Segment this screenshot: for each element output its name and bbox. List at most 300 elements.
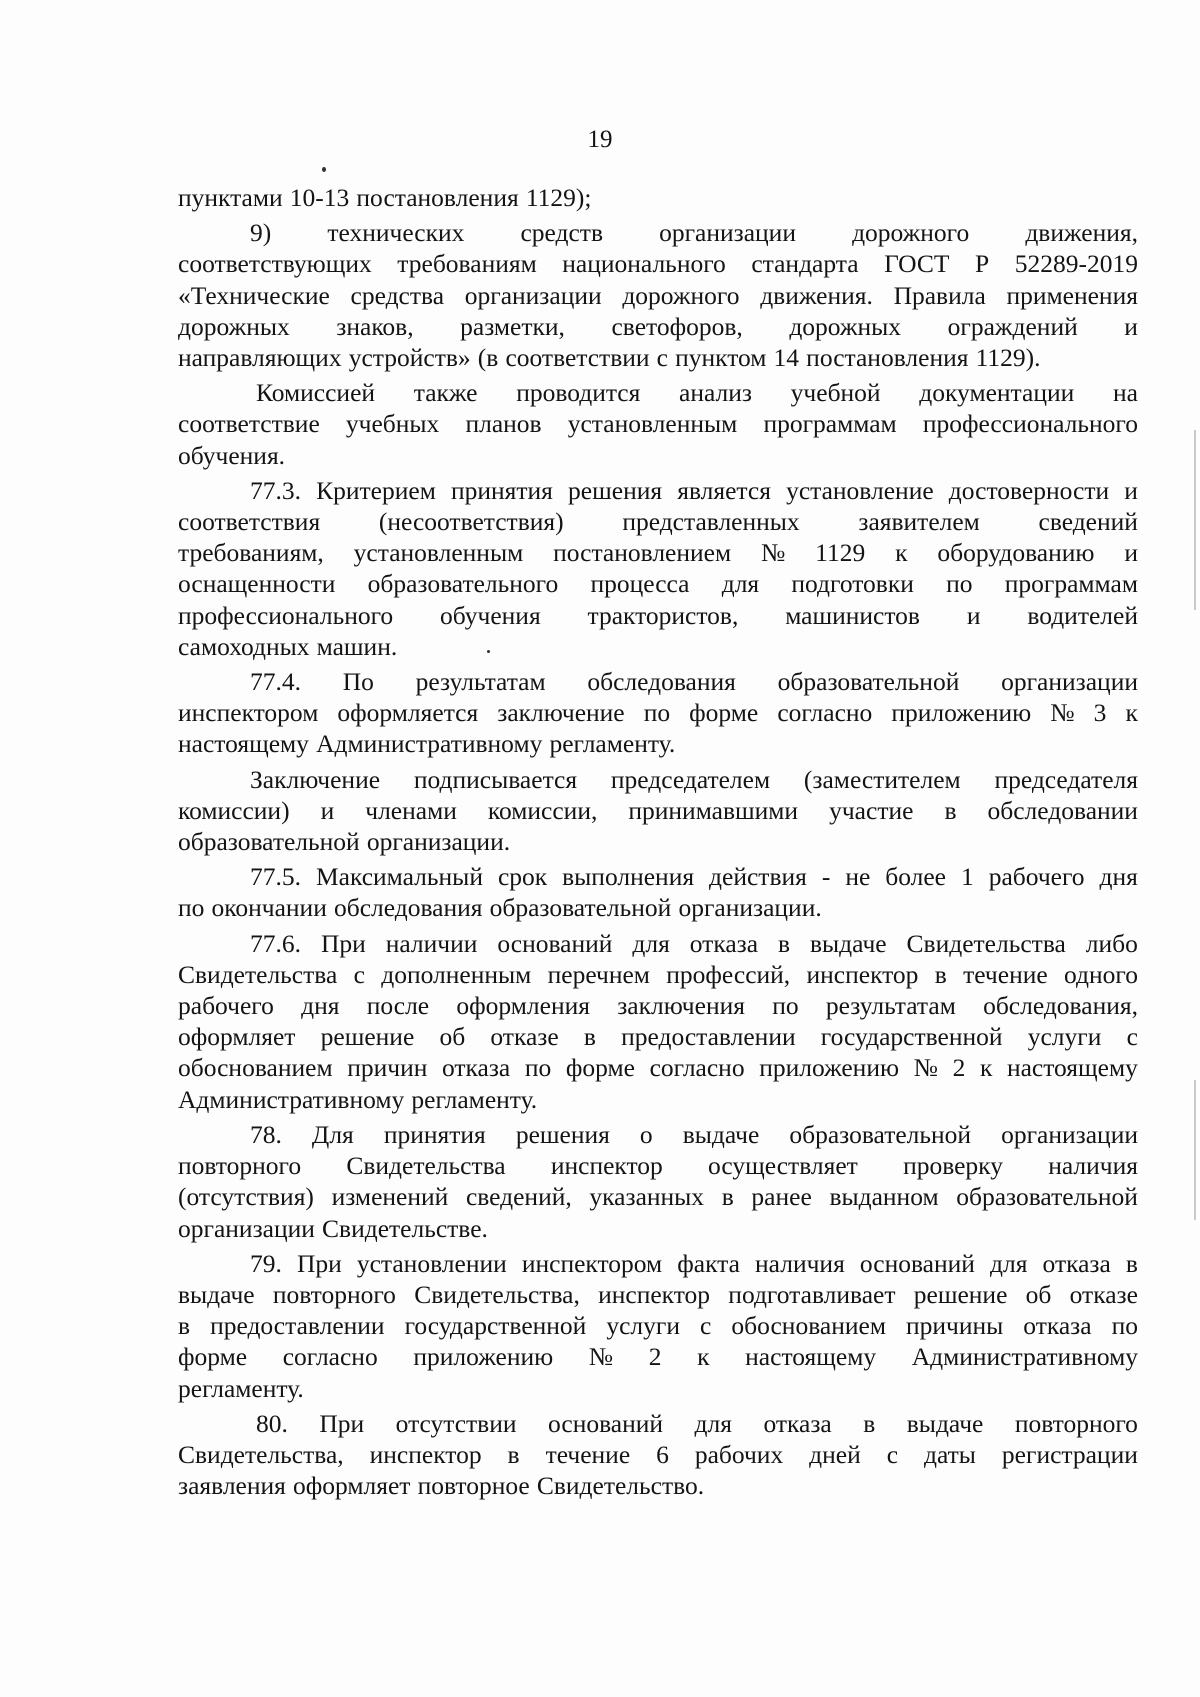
word: 6: [656, 1439, 669, 1469]
word: об: [1025, 1279, 1052, 1309]
text-line: [178, 697, 1138, 728]
word: образовательной: [489, 893, 672, 923]
word: регламенту.: [178, 1373, 304, 1403]
word: 1129).: [975, 343, 1041, 373]
word: Р: [975, 249, 990, 279]
text-line: [178, 182, 1138, 213]
word: в: [507, 1439, 520, 1469]
word: программам: [763, 409, 897, 439]
word: 9): [250, 218, 272, 248]
word: оформляется: [337, 698, 479, 728]
word: председателем: [610, 764, 771, 794]
word: 78.: [250, 1119, 282, 1149]
word: повторного: [1014, 1408, 1138, 1438]
word: настоящему: [745, 1342, 877, 1372]
word: представленных: [622, 507, 800, 537]
word: образовательного: [367, 569, 559, 599]
word: изменений: [331, 1182, 449, 1212]
word: трактористов,: [587, 600, 739, 630]
word: программам: [1004, 569, 1138, 599]
word: учебных: [345, 409, 440, 439]
word: и: [320, 795, 335, 825]
text-line: [178, 1052, 1138, 1083]
word: 77.4.: [250, 667, 301, 697]
word: 80.: [256, 1408, 288, 1438]
word: форме: [565, 1053, 635, 1083]
word: 2: [648, 1342, 662, 1372]
word: отказа: [441, 1053, 511, 1083]
text-line: [178, 861, 1138, 892]
word: устройств»: [348, 343, 471, 373]
word: выдаче: [906, 1408, 984, 1438]
word: оформляет: [293, 1471, 411, 1501]
word: либо: [1085, 928, 1138, 958]
word: в: [863, 1408, 876, 1438]
word: средств: [520, 218, 603, 248]
word: «Технические: [178, 280, 330, 310]
word: регистрации: [1001, 1439, 1138, 1469]
word: Свидетельства,: [178, 1439, 344, 1469]
word: дня: [301, 991, 340, 1021]
word: выполнения: [562, 862, 695, 892]
word: оформления: [456, 991, 590, 1021]
word: оборудованию: [937, 538, 1095, 568]
word: образовательной: [789, 1119, 972, 1149]
word: обоснованием: [731, 1311, 886, 1341]
word: государственной: [820, 1022, 1003, 1052]
word: повторное: [417, 1471, 530, 1501]
word: к: [895, 538, 908, 568]
word: дней: [809, 1439, 861, 1469]
text-line: [178, 408, 1138, 439]
word: Административному: [178, 1084, 405, 1114]
word: с: [656, 343, 668, 373]
word: по: [643, 698, 671, 728]
word: по: [524, 1053, 552, 1083]
word: действия: [709, 862, 807, 892]
word: повторного: [272, 1279, 396, 1309]
text-line: [178, 959, 1138, 990]
word: принятия: [450, 475, 553, 505]
word: к: [1125, 698, 1138, 728]
word: установлении: [356, 1248, 507, 1278]
word: подписывается: [413, 764, 578, 794]
word: членами: [365, 795, 457, 825]
word: выдаче: [682, 1119, 760, 1149]
word: о: [639, 1119, 653, 1149]
word: решение: [320, 1022, 415, 1052]
word: пунктами: [178, 183, 283, 212]
word: дня: [1099, 862, 1138, 892]
word: регламенту.: [549, 729, 676, 759]
word: председателя: [994, 764, 1138, 794]
word: соответствующих: [178, 249, 372, 279]
word: установленным: [353, 538, 524, 568]
text-line: [178, 568, 1138, 599]
word: организации.: [678, 893, 822, 923]
word: окончании: [211, 893, 327, 923]
word: (несоответствия): [378, 507, 564, 537]
word: рабочего: [988, 862, 1085, 892]
word: дорожных: [789, 311, 902, 341]
word: принятия: [383, 1119, 486, 1149]
word: организации.: [366, 827, 511, 857]
word: является: [677, 475, 771, 505]
word: отказе: [490, 1022, 559, 1052]
word: результатам: [825, 991, 956, 1021]
word: заявления: [178, 1471, 286, 1501]
word: ограждений: [947, 311, 1078, 341]
word: стандарта: [751, 249, 859, 279]
text-line: [178, 1021, 1138, 1052]
word: оснащенности: [178, 569, 336, 599]
word: отказа: [1042, 1248, 1111, 1278]
word: в: [934, 959, 947, 989]
word: решение: [913, 1279, 1008, 1309]
word: повторного: [178, 1151, 302, 1181]
word: на: [1112, 378, 1138, 408]
page-number: 19: [587, 126, 613, 153]
text-line: [178, 280, 1138, 311]
word: даты: [924, 1439, 976, 1469]
text-line: [178, 1470, 1138, 1501]
word: инспектор: [550, 1151, 663, 1181]
word: не: [845, 862, 871, 892]
word: светофоров,: [611, 311, 743, 341]
word: процесса: [590, 569, 690, 599]
word: 77.3.: [250, 475, 301, 505]
word: 1: [960, 862, 974, 892]
word: проводится: [516, 378, 641, 408]
text-line: [178, 795, 1138, 826]
word: и: [1124, 538, 1138, 568]
word: оснований: [497, 928, 613, 958]
text-line: [178, 1181, 1138, 1212]
text-line: [178, 1213, 1138, 1244]
word: Административному: [316, 729, 543, 759]
word: организации: [178, 1213, 315, 1243]
word: факта: [677, 1248, 740, 1278]
word: приложению: [891, 698, 1032, 728]
word: направляющих: [178, 343, 342, 373]
word: оформляет: [178, 1022, 296, 1052]
text-line: [178, 475, 1138, 506]
word: обоснованием: [178, 1053, 333, 1083]
word: регламенту.: [411, 1084, 538, 1114]
word: соответствии: [505, 343, 650, 373]
word: организации: [1001, 1119, 1138, 1149]
word: инспектор: [369, 1439, 482, 1469]
word: срок: [497, 862, 548, 892]
word: профессионального: [178, 600, 394, 630]
word: комиссии,: [487, 795, 598, 825]
word: с: [1126, 1022, 1138, 1052]
word: Для: [311, 1119, 354, 1149]
word: наличии: [385, 928, 478, 958]
word: также: [413, 378, 478, 408]
word: (отсутствия): [178, 1182, 314, 1212]
word: достоверности: [948, 475, 1110, 505]
word: в: [778, 928, 791, 958]
word: по: [1111, 1311, 1138, 1341]
word: профессионального: [922, 409, 1138, 439]
word: применения: [1006, 280, 1138, 310]
word: приложению: [413, 1342, 554, 1372]
text-line: [178, 1373, 1138, 1404]
word: сведений: [1038, 507, 1138, 537]
word: дорожных: [178, 311, 290, 341]
word: Свидетельства: [178, 959, 338, 989]
word: согласно: [649, 1053, 745, 1083]
word: машинистов: [785, 600, 920, 630]
text-line: [178, 600, 1138, 631]
word: государственной: [404, 1311, 587, 1341]
text-line: [178, 990, 1138, 1021]
word: выдаче: [810, 928, 887, 958]
word: и: [1124, 475, 1138, 505]
word: постановления: [356, 183, 519, 212]
word: Свидетельстве.: [322, 1213, 488, 1243]
scan-speck: [322, 167, 326, 172]
word: дорожного: [622, 280, 740, 310]
text-line: [178, 506, 1138, 537]
scan-edge-mark: [1194, 430, 1196, 610]
word: постановлением: [553, 538, 732, 568]
word: для: [721, 569, 760, 599]
word: принимавшими: [628, 795, 799, 825]
word: наличия: [1048, 1151, 1138, 1181]
word: предоставлении: [621, 1022, 796, 1052]
word: форме: [178, 1342, 248, 1372]
word: Административному: [911, 1342, 1138, 1372]
word: обучения: [440, 600, 541, 630]
word: заключение: [497, 698, 625, 728]
word: обследования,: [983, 991, 1138, 1021]
word: Комиссией: [256, 378, 376, 408]
word: течение: [545, 1439, 631, 1469]
word: наличия: [755, 1248, 845, 1278]
word: подготовки: [791, 569, 914, 599]
word: документации: [919, 378, 1075, 408]
word: 10-13: [289, 183, 350, 212]
word: 2: [952, 1053, 966, 1083]
word: настоящему: [1006, 1053, 1138, 1083]
word: к: [979, 1053, 993, 1083]
word: услуги: [1027, 1022, 1102, 1052]
word: соответствие: [178, 409, 320, 439]
word: движения.: [760, 280, 873, 310]
word: для: [694, 1408, 732, 1438]
word: учебной: [790, 378, 881, 408]
word: 52289-2019: [1014, 249, 1138, 279]
word: ГОСТ: [884, 249, 950, 279]
text-line: [178, 1084, 1138, 1115]
word: 14: [773, 343, 800, 373]
text-line: [178, 1279, 1138, 1310]
word: Свидетельство.: [536, 1471, 705, 1501]
text-line: [178, 1408, 1138, 1439]
word: отказе: [1069, 1279, 1138, 1309]
text-line: [178, 248, 1138, 279]
word: дополненным: [381, 959, 532, 989]
word: отказа: [763, 1408, 832, 1438]
word: после: [366, 991, 430, 1021]
word: в: [178, 1311, 191, 1341]
word: 79.: [250, 1248, 282, 1278]
word: Заключение: [250, 764, 381, 794]
text-line: [178, 928, 1138, 959]
word: анализ: [679, 378, 752, 408]
word: инспектор: [598, 1279, 711, 1309]
word: сведений,: [465, 1182, 572, 1212]
text-line: [178, 342, 1138, 373]
word: обследовании: [987, 795, 1138, 825]
word: согласно: [282, 1342, 378, 1372]
word: по: [946, 569, 973, 599]
word: (заместителем: [803, 764, 961, 794]
word: отсутствии: [395, 1408, 517, 1438]
word: №: [760, 538, 786, 568]
word: и: [966, 600, 981, 630]
word: заявителем: [858, 507, 980, 537]
word: одного: [1064, 959, 1138, 989]
word: приложению: [759, 1053, 900, 1083]
text-line: [178, 1248, 1138, 1279]
word: образовательной: [956, 1182, 1138, 1212]
text-line: [178, 217, 1138, 248]
word: по: [178, 893, 205, 923]
word: подготавливает: [728, 1279, 896, 1309]
word: Правила: [893, 280, 986, 310]
word: машин.: [316, 631, 398, 661]
word: оснований: [548, 1408, 664, 1438]
text-line: [178, 666, 1138, 697]
text-line: [178, 1310, 1138, 1341]
word: форме: [689, 698, 759, 728]
word: осуществляет: [708, 1151, 858, 1181]
word: в: [944, 795, 957, 825]
word: ранее: [751, 1182, 812, 1212]
word: движения,: [1025, 218, 1138, 248]
word: 1129: [815, 538, 866, 568]
word: решения: [515, 1119, 610, 1149]
word: решения: [568, 475, 663, 505]
body-text: [178, 182, 1138, 1501]
word: 77.5.: [250, 862, 301, 892]
word: средства: [350, 280, 445, 310]
word: Максимальный: [315, 862, 483, 892]
word: причин: [347, 1053, 428, 1083]
word: инспектором: [521, 1248, 663, 1278]
word: более: [885, 862, 946, 892]
word: №: [913, 1053, 938, 1083]
word: 1129);: [525, 183, 592, 212]
word: образовательной: [178, 827, 360, 857]
text-line: [178, 631, 1138, 662]
word: технических: [327, 218, 465, 248]
word: причины: [905, 1311, 1004, 1341]
word: (в: [477, 343, 499, 373]
text-line: [178, 1119, 1138, 1150]
word: дорожного: [852, 218, 970, 248]
word: 77.6.: [250, 928, 301, 958]
text-line: [178, 311, 1138, 342]
text-line: [178, 892, 1138, 923]
text-line: [178, 1341, 1138, 1372]
word: с: [700, 1311, 712, 1341]
word: участие: [829, 795, 914, 825]
word: в: [721, 1182, 734, 1212]
text-line: [178, 728, 1138, 759]
word: профессий,: [666, 959, 791, 989]
word: планов: [465, 409, 542, 439]
word: При: [320, 928, 366, 958]
word: Свидетельства: [906, 928, 1066, 958]
word: пунктом: [675, 343, 767, 373]
word: по: [772, 991, 799, 1021]
word: отказа: [689, 928, 759, 958]
word: постановления: [806, 343, 969, 373]
word: установление: [786, 475, 934, 505]
word: перечнем: [547, 959, 650, 989]
word: разметки,: [460, 311, 565, 341]
word: отказа: [1023, 1311, 1092, 1341]
word: Критерием: [316, 475, 436, 505]
word: национального: [562, 249, 726, 279]
word: организации: [464, 280, 602, 310]
word: в: [1125, 1248, 1138, 1278]
word: в: [583, 1022, 596, 1052]
scan-edge-mark: [1194, 1080, 1196, 1220]
word: требованиям,: [178, 538, 324, 568]
word: услуги: [606, 1311, 681, 1341]
word: обследования: [587, 667, 736, 697]
word: оснований: [859, 1248, 975, 1278]
word: Свидетельства: [346, 1151, 506, 1181]
word: результатам: [415, 667, 546, 697]
word: выданном: [829, 1182, 939, 1212]
word: соответствия: [178, 507, 321, 537]
word: установленным: [567, 409, 738, 439]
word: указанных: [589, 1182, 705, 1212]
word: для: [990, 1248, 1028, 1278]
word: предоставлении: [210, 1311, 385, 1341]
word: настоящему: [178, 729, 309, 759]
word: течение: [963, 959, 1048, 989]
word: -: [821, 862, 831, 892]
word: Свидетельства,: [414, 1279, 580, 1309]
text-line: [178, 377, 1138, 408]
word: с: [353, 959, 365, 989]
text-line: [178, 826, 1138, 857]
word: По: [342, 667, 374, 697]
word: №: [1050, 698, 1075, 728]
word: проверку: [903, 1151, 1003, 1181]
word: организации: [659, 218, 796, 248]
word: для: [632, 928, 670, 958]
word: инспектором: [178, 698, 319, 728]
word: заключения: [617, 991, 745, 1021]
word: самоходных: [178, 631, 310, 661]
word: 3: [1093, 698, 1107, 728]
word: требованиям: [397, 249, 537, 279]
word: обследования: [333, 893, 483, 923]
text-line: [178, 1439, 1138, 1470]
text-line: [178, 440, 1138, 471]
word: рабочего: [178, 991, 274, 1021]
word: и: [1124, 311, 1138, 341]
word: знаков,: [336, 311, 414, 341]
